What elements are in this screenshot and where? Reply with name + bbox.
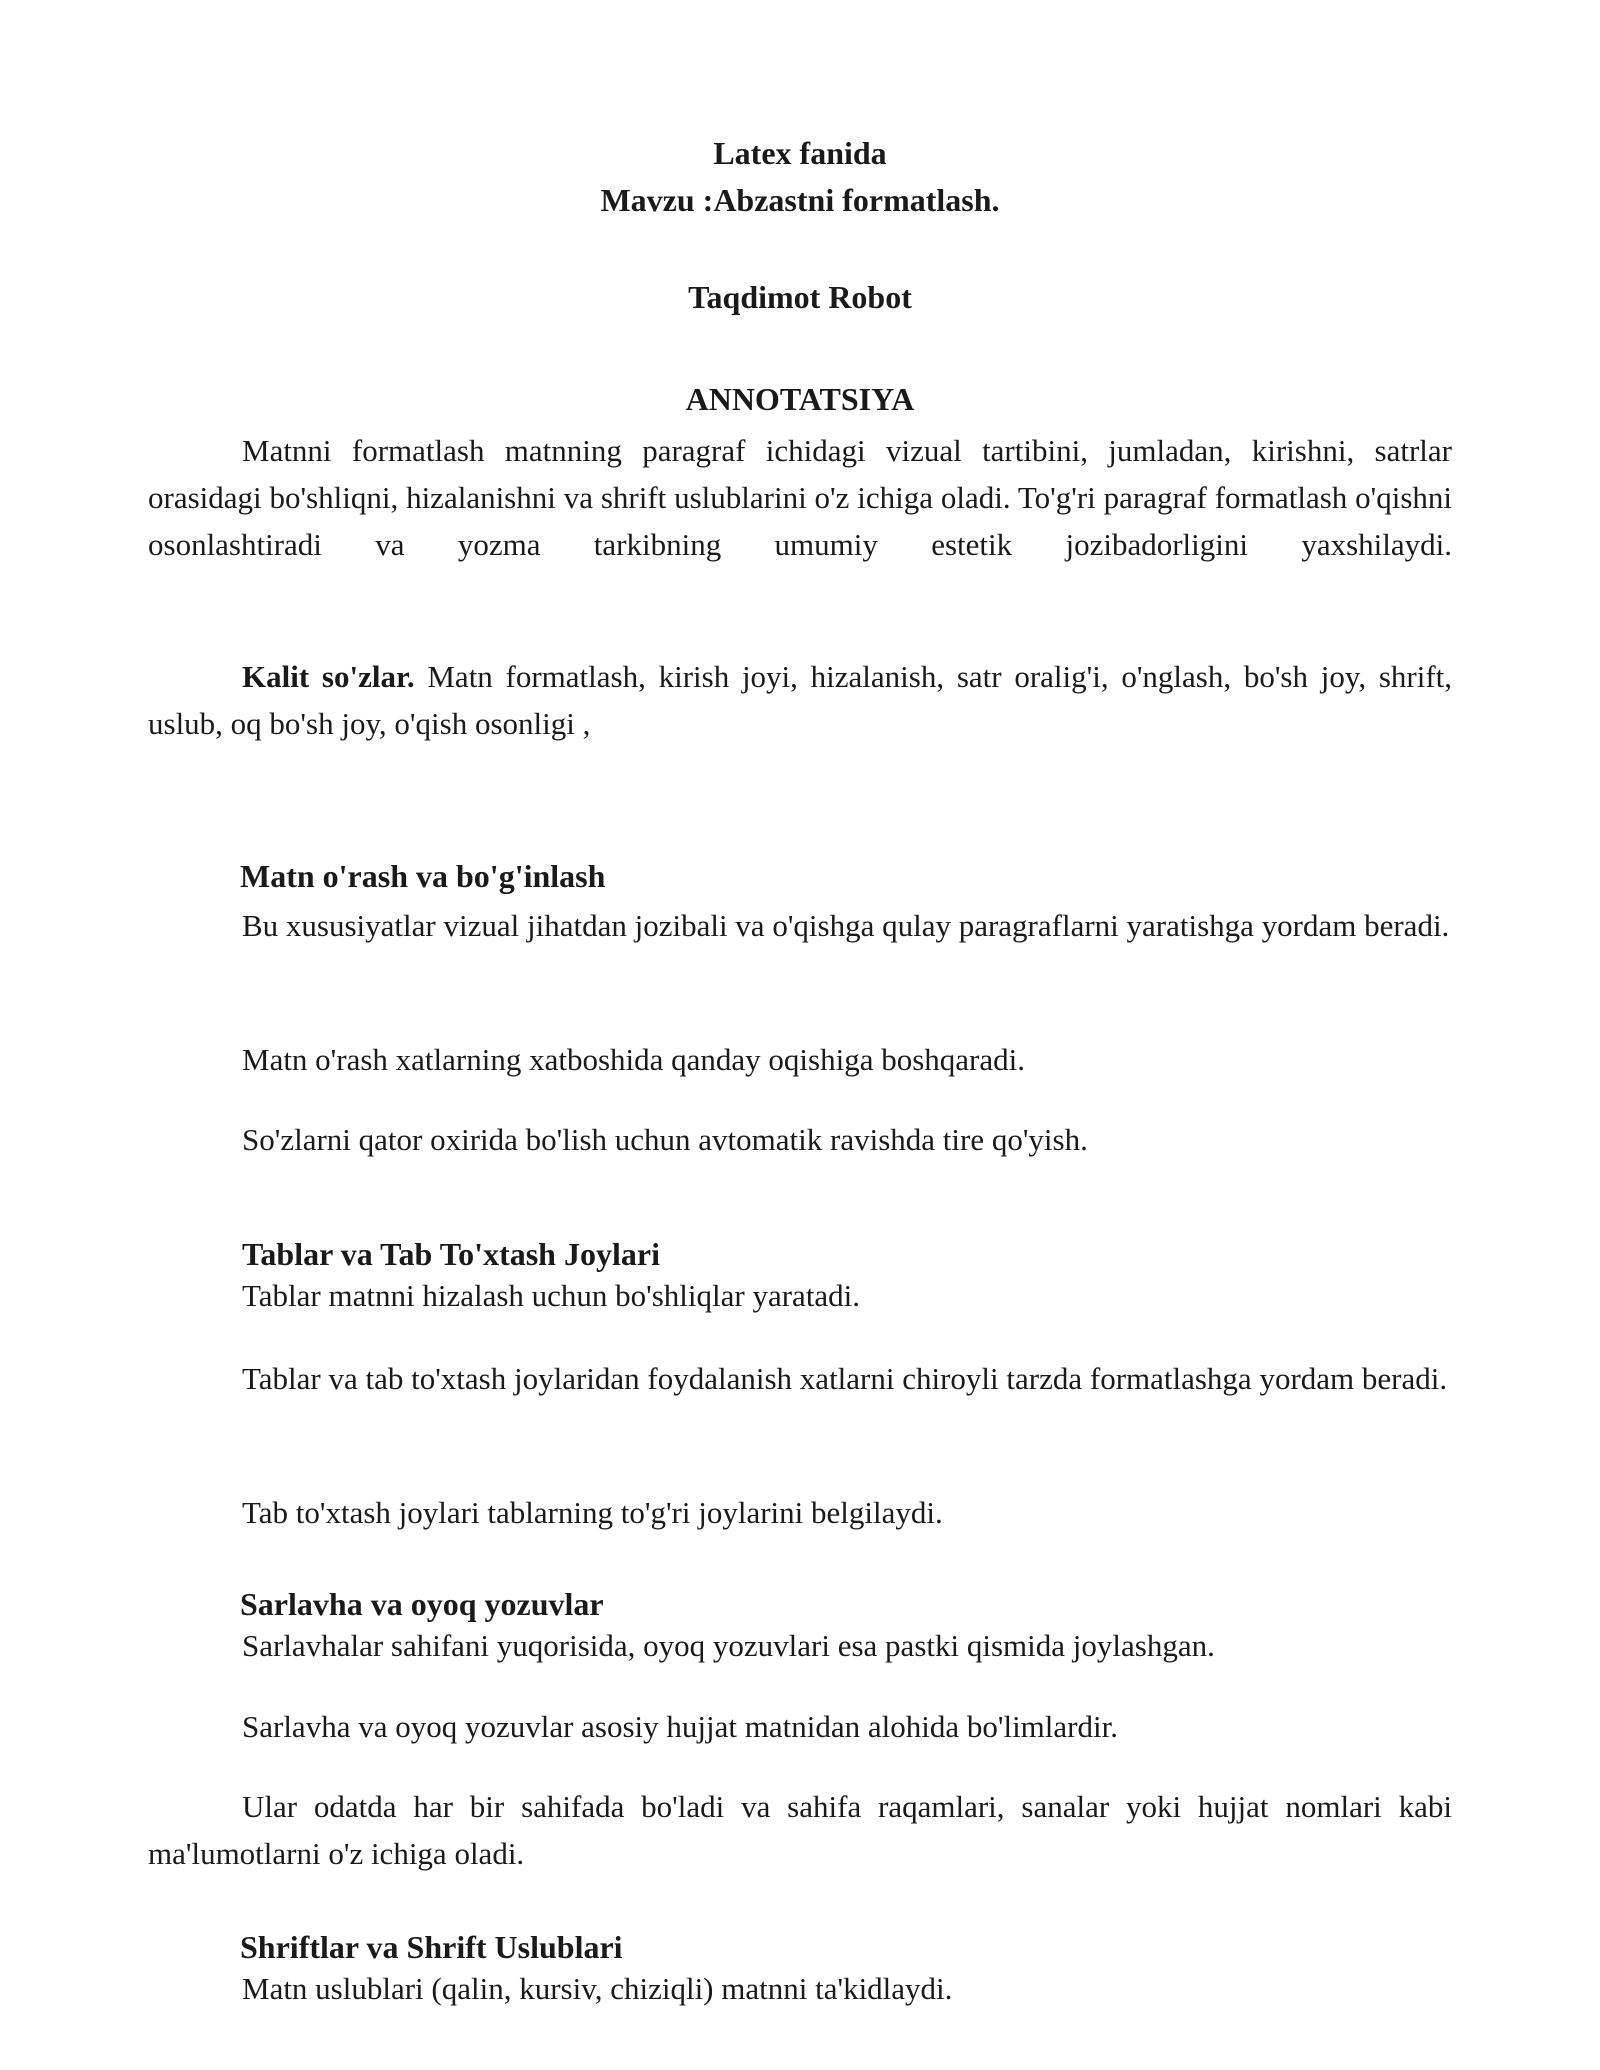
tabs-paragraph-2: Tablar va tab to'xtash joylaridan foydalanish xatlarni chiroyli tarzda formatlashga yordam beradi. (242, 1361, 1448, 1396)
fonts-paragraph-1: Matn uslublari (qalin, kursiv, chiziqli) matnni ta'kidlaydi. (242, 1971, 953, 2006)
annotation-paragraph: Matnni formatlash matnning paragraf ichidagi vizual tartibini, jumladan, kirishni, satrlar orasidagi bo'shliqni, hizalanishni va shrift uslublarini o'z ichiga oladi. To'g'ri paragraf formatlash o'qishni osonlashtiradi va yozma tarkibning umumiy estetik jozibadorligini yaxshilaydi. (148, 433, 1452, 562)
author-name: Taqdimot Robot (688, 279, 912, 315)
keywords-paragraph (148, 653, 1452, 747)
wrapping-paragraph-1: Bu xususiyatlar vizual jihatdan jozibali va o'qishga qulay paragraflarni yaratishga yordam beradi. (242, 908, 1450, 943)
wrapping-paragraph-3: So'zlarni qator oxirida bo'lish uchun avtomatik ravishda tire qo'yish. (242, 1122, 1088, 1157)
headers-paragraph-3: Ular odatda har bir sahifada bo'ladi va sahifa raqamlari, sanalar yoki hujjat nomlari kabi ma'lumotlarni o'z ichiga oladi. (148, 1789, 1452, 1871)
course-title: Latex fanida (713, 135, 887, 171)
annotation-heading: ANNOTATSIYA (685, 381, 915, 417)
keywords-text: Matn formatlash, kirish joyi, hizalanish, satr oralig'i, o'nglash, bo'sh joy, shrift, uslub, oq bo'sh joy, o'qish osonligi , (148, 659, 1453, 741)
headers-paragraph-2: Sarlavha va oyoq yozuvlar asosiy hujjat matnidan alohida bo'limlardir. (242, 1709, 1118, 1744)
wrapping-paragraph-2: Matn o'rash xatlarning xatboshida qanday oqishiga boshqaradi. (242, 1042, 1025, 1077)
section-heading-headers: Sarlavha va oyoq yozuvlar (240, 1586, 604, 1622)
section-heading-wrapping: Matn o'rash va bo'g'inlash (240, 858, 606, 894)
tabs-paragraph-1: Tablar matnni hizalash uchun bo'shliqlar yaratadi. (242, 1278, 861, 1313)
section-heading-tabs: Tablar va Tab To'xtash Joylari (242, 1236, 660, 1272)
headers-paragraph-1: Sarlavhalar sahifani yuqorisida, oyoq yozuvlari esa pastki qismida joylashgan. (242, 1628, 1215, 1663)
section-heading-fonts: Shriftlar va Shrift Uslublari (240, 1929, 623, 1965)
topic-title: Mavzu :Abzastni formatlash. (600, 182, 1000, 218)
keywords-label: Kalit so'zlar. (242, 659, 415, 694)
tabs-paragraph-3: Tab to'xtash joylari tablarning to'g'ri joylarini belgilaydi. (242, 1495, 943, 1530)
